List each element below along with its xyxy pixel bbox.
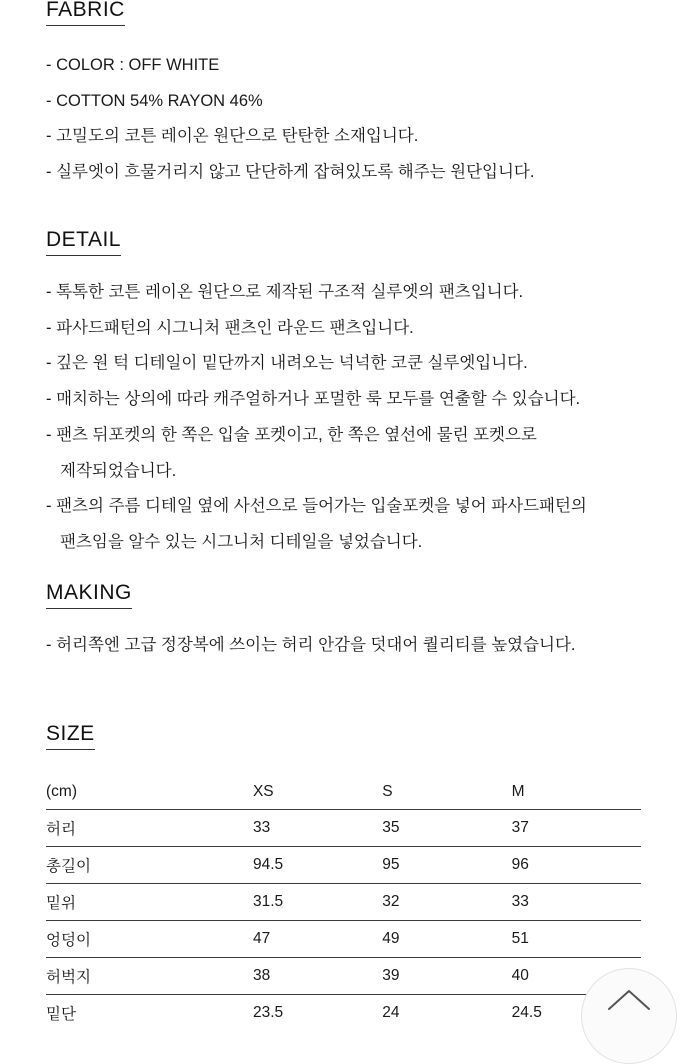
cell-s: 95 bbox=[382, 847, 511, 884]
scroll-to-top-button[interactable] bbox=[581, 968, 677, 1064]
table-row bbox=[46, 884, 641, 921]
table-row bbox=[46, 921, 641, 958]
fabric-line: - COTTON 54% RAYON 46% bbox=[46, 91, 263, 110]
size-table-wrapper bbox=[46, 776, 641, 1031]
column-header-xs: XS bbox=[253, 776, 382, 810]
cell-xs: 23.5 bbox=[252, 1004, 284, 1021]
size-section bbox=[46, 722, 641, 1031]
fabric-line: - 실루엣이 흐물거리지 않고 단단하게 잡혀있도록 해주는 원단입니다. bbox=[46, 163, 535, 182]
detail-line: - 팬츠의 주름 디테일 옆에 사선으로 들어가는 입술포켓을 넣어 파사드패턴의 bbox=[46, 497, 587, 516]
detail-line-continued: 팬츠임을 알수 있는 시그니처 디테일을 넣었습니다. bbox=[60, 533, 423, 552]
cell-xs: 31.5 bbox=[253, 884, 382, 921]
detail-heading: DETAIL bbox=[46, 228, 121, 256]
table-row bbox=[46, 995, 641, 1032]
row-label: 밑단 bbox=[46, 1006, 76, 1023]
making-heading: MAKING bbox=[46, 581, 132, 609]
detail-line: - 톡톡한 코튼 레이온 원단으로 제작된 구조적 실루엣의 팬츠입니다. bbox=[46, 283, 524, 301]
making-section bbox=[46, 581, 576, 659]
detail-line: - 깊은 원 턱 디테일이 밑단까지 내려오는 넉넉한 코쿤 실루엣입니다. bbox=[46, 354, 528, 373]
row-label: 허벅지 bbox=[46, 958, 253, 995]
fabric-list bbox=[46, 52, 534, 186]
size-table bbox=[46, 776, 641, 1031]
cell-s: 24 bbox=[382, 1004, 400, 1021]
cell-xs: 47 bbox=[253, 921, 382, 958]
row-label: 총길이 bbox=[46, 847, 253, 884]
table-row bbox=[46, 810, 641, 847]
column-header-m: M bbox=[512, 776, 641, 810]
detail-line-continued: 제작되었습니다. bbox=[60, 461, 177, 480]
row-label: 밑위 bbox=[46, 884, 253, 921]
fabric-line: - COLOR : OFF WHITE bbox=[46, 56, 220, 74]
column-header-s: S bbox=[382, 776, 511, 810]
cell-m: 40 bbox=[512, 958, 641, 995]
detail-line: - 팬츠 뒤포켓의 한 쪽은 입술 포켓이고, 한 쪽은 옆선에 물린 포켓으로 bbox=[46, 425, 537, 444]
cell-m: 33 bbox=[512, 884, 641, 921]
making-line: - 허리쪽엔 고급 정장복에 쓰이는 허리 안감을 덧대어 퀄리티를 높였습니다. bbox=[46, 636, 576, 654]
table-header-row bbox=[46, 776, 641, 810]
cell-m: 37 bbox=[512, 810, 641, 847]
fabric-line: - 고밀도의 코튼 레이온 원단으로 탄탄한 소재입니다. bbox=[46, 127, 419, 146]
cell-m: 96 bbox=[512, 847, 641, 884]
size-table-head bbox=[46, 776, 641, 810]
fabric-heading: FABRIC bbox=[46, 0, 125, 26]
row-label: 허리 bbox=[46, 810, 253, 847]
cell-m: 24.5 bbox=[511, 1004, 542, 1021]
cell-s: 49 bbox=[382, 921, 511, 958]
cell-s: 39 bbox=[382, 958, 511, 995]
detail-section bbox=[46, 228, 587, 565]
chevron-up-icon bbox=[607, 987, 651, 1013]
column-header-unit: (cm) bbox=[46, 776, 253, 810]
cell-xs: 38 bbox=[253, 958, 382, 995]
detail-list bbox=[46, 279, 587, 556]
table-row bbox=[46, 847, 641, 884]
cell-xs: 33 bbox=[253, 810, 382, 847]
row-label: 엉덩이 bbox=[46, 921, 253, 958]
cell-s: 32 bbox=[382, 884, 511, 921]
detail-line: - 매치하는 상의에 따라 캐주얼하거나 포멀한 룩 모두를 연출할 수 있습니다. bbox=[46, 390, 581, 409]
cell-xs: 94.5 bbox=[253, 847, 382, 884]
cell-s: 35 bbox=[382, 810, 511, 847]
table-row bbox=[46, 958, 641, 995]
cell-m: 51 bbox=[512, 921, 641, 958]
size-heading: SIZE bbox=[46, 722, 95, 750]
making-list bbox=[46, 632, 576, 659]
detail-line: - 파사드패턴의 시그니처 팬츠인 라운드 팬츠입니다. bbox=[46, 318, 414, 337]
size-table-body bbox=[46, 810, 641, 1032]
fabric-section bbox=[46, 0, 534, 195]
